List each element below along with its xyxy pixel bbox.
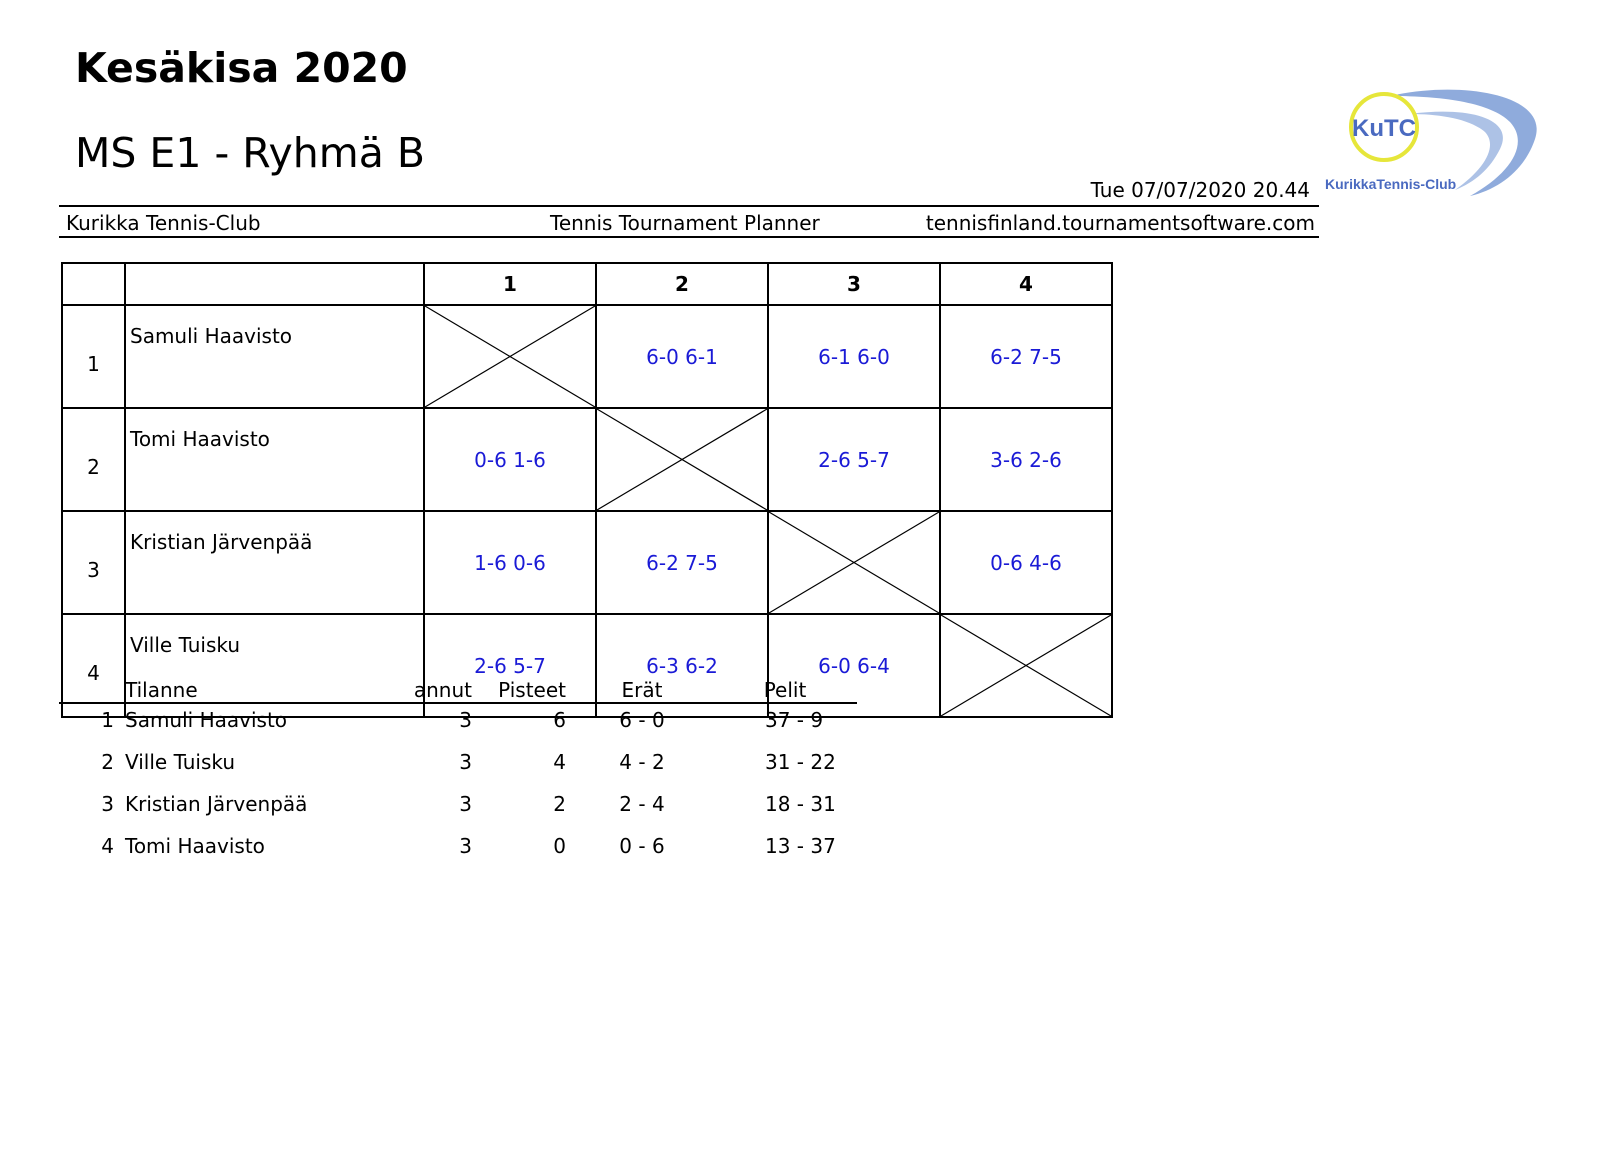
games-header: Pelit — [763, 678, 807, 702]
self-match-cross — [940, 614, 1112, 717]
rank: 2 — [101, 750, 114, 774]
grid-name-header — [125, 263, 424, 305]
games: 13 - 37 — [765, 834, 836, 858]
self-match-cross — [424, 305, 596, 408]
player-number: 3 — [62, 511, 125, 614]
matches-played: 3 — [459, 708, 472, 732]
results-grid — [61, 262, 1113, 718]
player-number: 4 — [62, 614, 125, 717]
standings-title: Tilanne — [125, 678, 198, 702]
sets: 4 - 2 — [619, 750, 665, 774]
grid-col-header: 3 — [768, 263, 940, 305]
match-score[interactable]: 6-2 7-5 — [596, 511, 768, 614]
matches-played: 3 — [459, 792, 472, 816]
points: 2 — [553, 792, 566, 816]
points: 4 — [553, 750, 566, 774]
sets: 6 - 0 — [619, 708, 665, 732]
player-number: 1 — [62, 305, 125, 408]
player-name: Tomi Haavisto — [125, 408, 424, 511]
matches-played: 3 — [459, 750, 472, 774]
match-score[interactable]: 2-6 5-7 — [424, 614, 596, 717]
points-header: Pisteet — [498, 678, 566, 702]
grid-row — [62, 408, 1112, 511]
points: 0 — [553, 834, 566, 858]
points: 6 — [553, 708, 566, 732]
logo-abbrev: KuTC — [1352, 115, 1416, 142]
planner-name: Tennis Tournament Planner — [550, 211, 820, 235]
grid-corner-cell — [62, 263, 125, 305]
player-name: Ville Tuisku — [125, 614, 424, 717]
print-datetime: Tue 07/07/2020 20.44 — [1090, 178, 1310, 202]
standing-player-name: Ville Tuisku — [125, 750, 236, 774]
rank: 4 — [101, 834, 114, 858]
games: 31 - 22 — [765, 750, 836, 774]
match-score[interactable]: 2-6 5-7 — [768, 408, 940, 511]
player-number: 2 — [62, 408, 125, 511]
games: 37 - 9 — [765, 708, 824, 732]
match-score[interactable]: 6-2 7-5 — [940, 305, 1112, 408]
player-name: Kristian Järvenpää — [125, 511, 424, 614]
match-score[interactable]: 6-0 6-1 — [596, 305, 768, 408]
rank: 3 — [101, 792, 114, 816]
grid-col-header: 1 — [424, 263, 596, 305]
match-score[interactable]: 0-6 1-6 — [424, 408, 596, 511]
grid-row — [62, 511, 1112, 614]
rank: 1 — [101, 708, 114, 732]
sets-header: Erät — [621, 678, 663, 702]
grid-col-header: 4 — [940, 263, 1112, 305]
self-match-cross — [596, 408, 768, 511]
standings-rule — [59, 702, 857, 704]
grid-row — [62, 305, 1112, 408]
grid-col-header: 2 — [596, 263, 768, 305]
top-rule — [59, 205, 1319, 207]
games: 18 - 31 — [765, 792, 836, 816]
kutc-logo-graphic — [1325, 84, 1545, 206]
standing-player-name: Samuli Haavisto — [125, 708, 288, 732]
website-link[interactable]: tennisfinland.tournamentsoftware.com — [925, 211, 1315, 235]
player-name: Samuli Haavisto — [125, 305, 424, 408]
match-score[interactable]: 6-1 6-0 — [768, 305, 940, 408]
self-match-cross — [768, 511, 940, 614]
group-subtitle: MS E1 - Ryhmä B — [75, 129, 426, 177]
document-title: Kesäkisa 2020 — [75, 44, 408, 92]
played-header: annut — [413, 678, 472, 702]
bottom-rule — [59, 236, 1319, 238]
matches-played: 3 — [459, 834, 472, 858]
sets: 0 - 6 — [619, 834, 665, 858]
standing-player-name: Kristian Järvenpää — [125, 792, 308, 816]
grid-header-row — [62, 263, 1112, 305]
match-score[interactable]: 6-3 6-2 — [596, 614, 768, 717]
club-logo — [1325, 84, 1545, 206]
match-score[interactable]: 1-6 0-6 — [424, 511, 596, 614]
match-score[interactable]: 3-6 2-6 — [940, 408, 1112, 511]
club-name: Kurikka Tennis-Club — [66, 211, 261, 235]
sets: 2 - 4 — [619, 792, 665, 816]
match-score[interactable]: 0-6 4-6 — [940, 511, 1112, 614]
standing-player-name: Tomi Haavisto — [125, 834, 265, 858]
logo-club-name: KurikkaTennis-Club — [1325, 176, 1457, 192]
match-score[interactable]: 6-0 6-4 — [768, 614, 940, 717]
